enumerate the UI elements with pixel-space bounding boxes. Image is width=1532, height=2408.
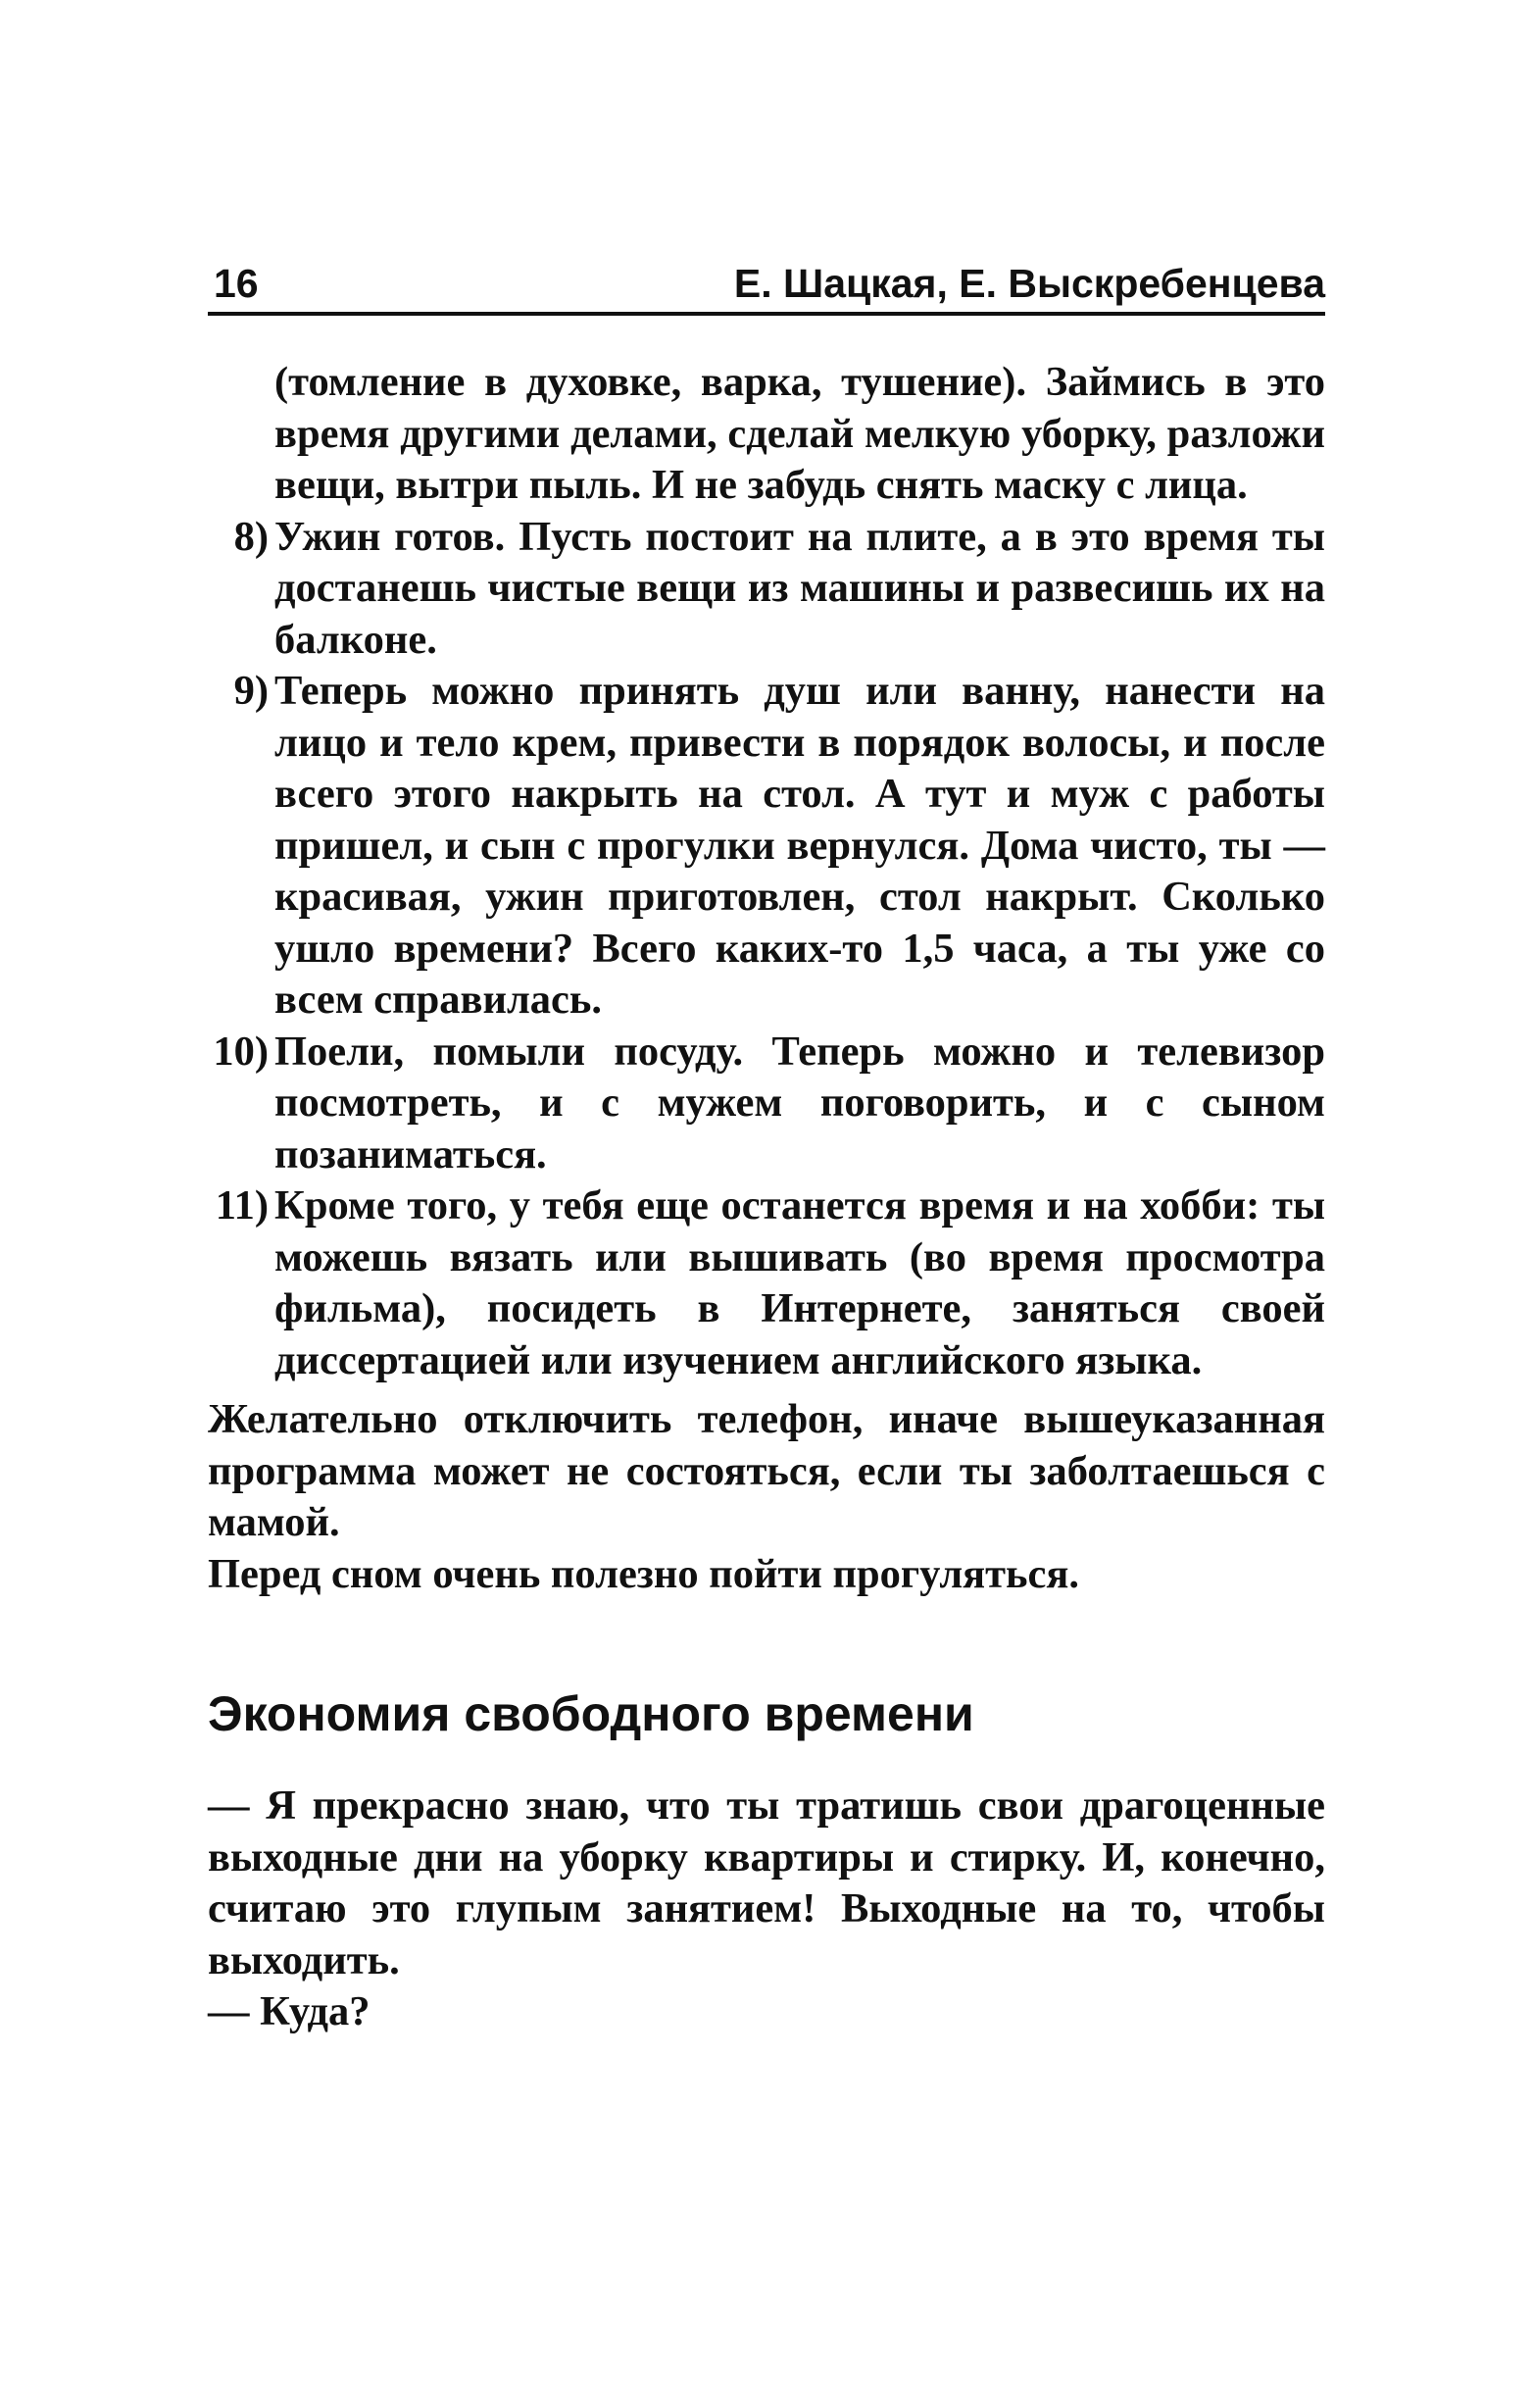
list-item-10 <box>213 1027 1325 1181</box>
dialogue-line: — Я прекрасно знаю, что ты тратишь свои драгоценные выходные дни на уборку квартиры и стирку. И, конечно, считаю это глупым занятием! Выходные на то, чтобы выходить. <box>208 1782 1325 1983</box>
dialogue-line: — Куда? <box>208 1988 371 2034</box>
page-header <box>208 247 1325 320</box>
list-number-11: 11) <box>215 1182 269 1229</box>
list-item-11 <box>215 1180 1325 1386</box>
list-text-10: Поели, помыли посуду. Теперь можно и телевизор посмотреть, и с мужем поговорить, и с сыном позаниматься. <box>274 1028 1325 1178</box>
list-number-9: 9) <box>233 668 269 714</box>
book-page <box>208 247 1325 2034</box>
list-item-8 <box>233 512 1325 667</box>
walk-note-paragraph: Перед сном очень полезно пойти прогуляться. <box>208 1550 1079 1597</box>
phone-note-paragraph: Желательно отключить телефон, иначе вышеуказанная программа может не состояться, если ты заболтаешься с мамой. <box>208 1396 1325 1545</box>
page-body <box>208 357 1325 2038</box>
list-text-9: Теперь можно принять душ или ванну, нанести на лицо и тело крем, привести в порядок волосы, и после всего этого накрыть на стол. А тут и муж с работы пришел, и сын с прогулки вернулся. Дома чисто, ты — красивая, ужин приготовлен, стол накрыт. Сколько ушло времени? Всего каких-то 1,5 часа, а ты уже со всем справилась. <box>274 668 1325 1023</box>
list-text-11: Кроме того, у тебя еще останется время и на хобби: ты можешь вязать или вышивать (во время просмотра фильма), посидеть в Интернете, заняться своей диссертацией или изучением английского языка. <box>274 1182 1325 1383</box>
list-number-10: 10) <box>213 1028 269 1075</box>
running-head: Е. Шацкая, Е. Выскребенцева <box>733 261 1325 306</box>
list-number-8: 8) <box>233 513 269 560</box>
numbered-list <box>208 512 1325 1387</box>
header-rule <box>208 312 1325 316</box>
section-title: Экономия свободного времени <box>208 1686 974 1741</box>
list-item-9 <box>233 666 1325 1027</box>
list-text-8: Ужин готов. Пусть постоит на плите, а в это время ты достанешь чистые вещи из машины и развесишь их на балконе. <box>274 513 1325 663</box>
continuation-paragraph: (томление в духовке, варка, тушение). Займись в это время другими делами, сделай мелкую уборку, разложи вещи, вытри пыль. И не забудь снять маску с лица. <box>274 359 1325 508</box>
page-number: 16 <box>214 261 259 306</box>
